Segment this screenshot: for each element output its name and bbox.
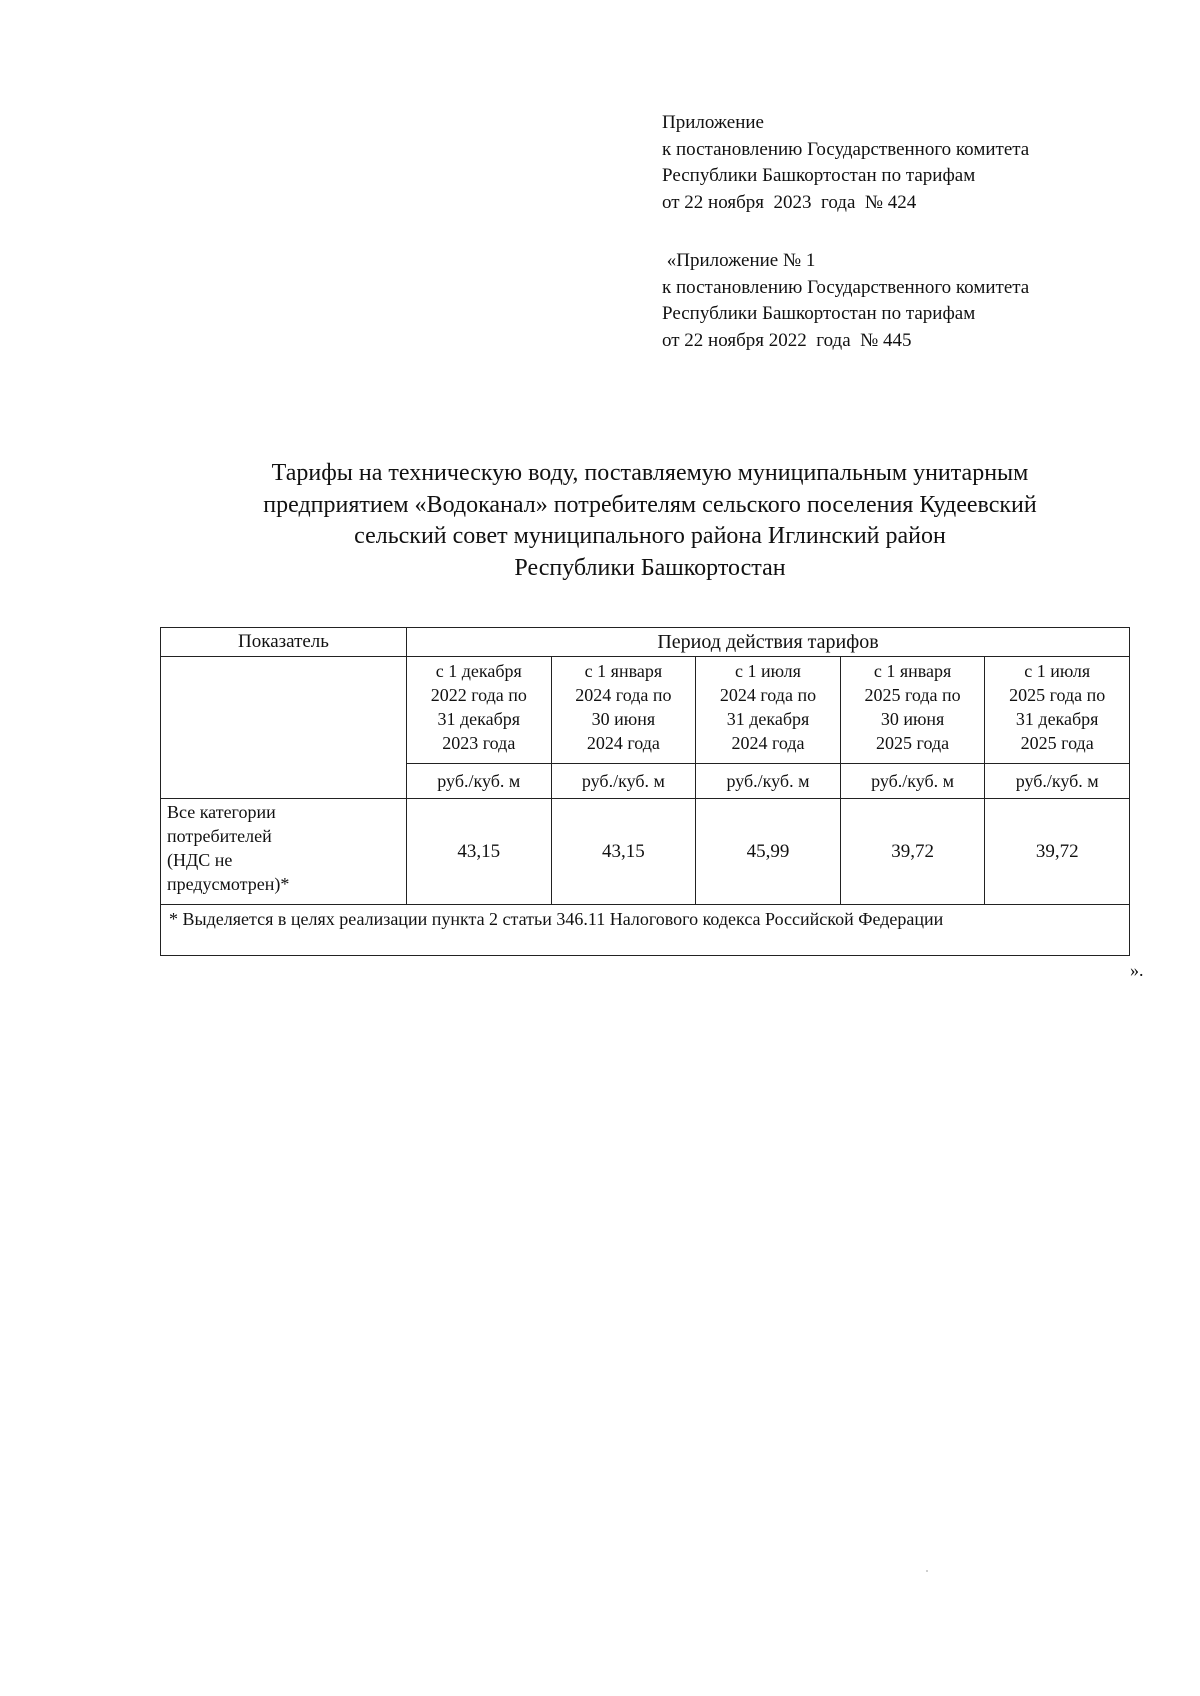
- appendix-line: к постановлению Государственного комитета: [662, 276, 1030, 298]
- period-line: 2025 года по: [1009, 685, 1106, 705]
- period-line: 30 июня: [880, 709, 945, 729]
- appendix-line: от 22 ноября 2023 года № 424: [662, 191, 917, 213]
- unit-cell: руб./куб. м: [551, 764, 696, 799]
- table-row: [161, 799, 1130, 905]
- footnote: * Выделяется в целях реализации пункта 2 статьи 346.11 Налогового кодекса Российской Федерации: [161, 905, 1130, 956]
- period-line: с 1 января: [873, 661, 952, 681]
- appendix-line: «Приложение № 1: [662, 250, 816, 271]
- tariff-value: 39,72: [985, 799, 1130, 905]
- period-line: 31 декабря: [1015, 709, 1099, 729]
- period-cell: [696, 657, 841, 764]
- scan-speck: [926, 1570, 928, 1572]
- period-line: 31 декабря: [726, 709, 810, 729]
- tariff-table: [160, 627, 1130, 956]
- appendix-line: к постановлению Государственного комитета: [662, 138, 1030, 160]
- period-line: с 1 июля: [1024, 661, 1091, 681]
- period-line: 30 июня: [591, 709, 656, 729]
- unit-cell: руб./куб. м: [985, 764, 1130, 799]
- label-line: Все категории: [167, 802, 276, 822]
- period-line: с 1 декабря: [435, 661, 522, 681]
- period-line: 2024 года по: [575, 685, 672, 705]
- period-line: с 1 июля: [735, 661, 801, 681]
- title-line: Тарифы на техническую воду, поставляемую муниципальным унитарным: [271, 460, 1029, 486]
- period-cell: [551, 657, 696, 764]
- period-line: 31 декабря: [437, 709, 521, 729]
- unit-cell: руб./куб. м: [696, 764, 841, 799]
- appendix-reference-current: [662, 110, 1029, 216]
- unit-cell: руб./куб. м: [840, 764, 985, 799]
- tariff-value: 39,72: [840, 799, 985, 905]
- unit-cell: руб./куб. м: [407, 764, 552, 799]
- document-title: [150, 458, 1150, 584]
- period-line: 2023 года: [442, 733, 516, 753]
- appendix-line: Приложение: [662, 112, 764, 133]
- period-line: 2024 года: [731, 733, 805, 753]
- appendix-line: Республики Башкортостан по тарифам: [662, 303, 976, 324]
- appendix-reference-previous: [662, 248, 1029, 354]
- footnote-row: [161, 905, 1130, 956]
- period-cell: [407, 657, 552, 764]
- tariff-value: 43,15: [407, 799, 552, 905]
- period-line: 2025 года: [876, 733, 950, 753]
- period-line: с 1 января: [584, 661, 663, 681]
- label-line: (НДС не: [167, 850, 233, 870]
- period-row: [161, 657, 1130, 764]
- tariff-value: 43,15: [551, 799, 696, 905]
- title-line: предприятием «Водоканал» потребителям сельского поселения Кудеевский: [263, 491, 1037, 518]
- title-line: сельский совет муниципального района Иглинский район: [354, 523, 946, 549]
- table-header-row: [161, 628, 1130, 657]
- label-line: потребителей: [167, 826, 272, 846]
- indicator-header-blank: [161, 657, 407, 799]
- period-cell: [840, 657, 985, 764]
- period-cell: [985, 657, 1130, 764]
- consumer-category-label: [161, 799, 407, 905]
- period-line: 2022 года по: [430, 685, 527, 705]
- tariff-value: 45,99: [696, 799, 841, 905]
- indicator-header: Показатель: [161, 628, 407, 657]
- period-line: 2025 года по: [864, 685, 961, 705]
- appendix-line: от 22 ноября 2022 года № 445: [662, 329, 912, 351]
- appendix-line: Республики Башкортостан по тарифам: [662, 165, 976, 186]
- title-line: Республики Башкортостан: [514, 554, 786, 581]
- closing-quote-mark: ».: [1130, 960, 1144, 980]
- label-line: предусмотрен)*: [167, 874, 290, 894]
- period-header: Период действия тарифов: [407, 628, 1130, 657]
- period-line: 2024 года: [586, 733, 660, 753]
- period-line: 2025 года: [1020, 733, 1094, 753]
- period-line: 2024 года по: [719, 685, 817, 705]
